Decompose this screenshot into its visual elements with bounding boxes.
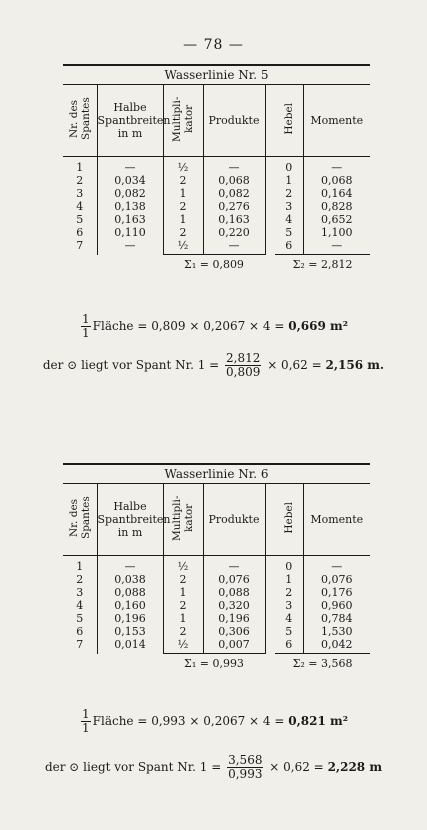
table-row: 6 0,153 2 0,306 5 1,530 (63, 625, 370, 638)
header-produkte: Produkte (203, 85, 265, 157)
flaeche-formula: $\frac{1}{1}$ Fläche = 0,809 × 0,2067 × 4 = 0,669 m² (82, 312, 348, 340)
table-row: 4 0,160 2 0,320 3 0,960 (63, 599, 370, 612)
flaeche-result: 0,669 m² (288, 319, 348, 333)
header-momente: Momente (303, 85, 370, 157)
table-row: 6 0,110 2 0,220 5 1,100 (63, 226, 370, 239)
header-multiplikator: Multipli- kator (163, 484, 203, 556)
table-row: 3 0,088 1 0,088 2 0,176 (63, 586, 370, 599)
fraction: $\frac{2,812}{0,809}$ (226, 351, 261, 379)
flaeche-formula: $\frac{1}{1}$ Fläche = 0,993 × 0,2067 × 4 = 0,821 m² (82, 707, 348, 735)
wasserlinie-table-6 (63, 463, 370, 672)
sum-momente: Σ₂ = 3,568 (275, 654, 370, 673)
header-halbe: Halbe Spantbreiten in m (97, 85, 163, 157)
sum-produkte: Σ₁ = 0,993 (163, 654, 265, 673)
fraction: $\frac{1}{1}$ (82, 312, 90, 340)
table-title: Wasserlinie Nr. 6 (63, 464, 370, 484)
schwerpunkt-formula: der ⊙ liegt vor Spant Nr. 1 = $\frac{2,812}{0,809}$ × 0,62 = 2,156 m. (42, 351, 385, 379)
wasserlinie-table-5 (63, 64, 370, 273)
table-row: 1 — ½ — 0 — (63, 556, 370, 574)
header-spant: Nr. des Spantes (63, 484, 97, 556)
header-gap (265, 484, 275, 556)
header-produkte: Produkte (203, 484, 265, 556)
table-row: 7 0,014 ½ 0,007 6 0,042 (63, 638, 370, 654)
header-momente: Momente (303, 484, 370, 556)
header-hebel: Hebel (275, 484, 303, 556)
table-row: 7 — ½ — 6 — (63, 239, 370, 255)
fraction: $\frac{3,568}{0,993}$ (228, 753, 263, 781)
fraction: $\frac{1}{1}$ (82, 707, 90, 735)
table-row: 5 0,196 1 0,196 4 0,784 (63, 612, 370, 625)
sum-momente: Σ₂ = 2,812 (275, 255, 370, 274)
sum-produkte: Σ₁ = 0,809 (163, 255, 265, 274)
header-multiplikator: Multipli- kator (163, 85, 203, 157)
header-spant: Nr. des Spantes (63, 85, 97, 157)
table-row: 2 0,038 2 0,076 1 0,076 (63, 573, 370, 586)
header-gap (265, 85, 275, 157)
table-row: 1 — ½ — 0 — (63, 157, 370, 175)
flaeche-result: 0,821 m² (288, 714, 348, 728)
table-title: Wasserlinie Nr. 5 (63, 65, 370, 85)
table-row: 4 0,138 2 0,276 3 0,828 (63, 200, 370, 213)
schwerpunkt-result: 2,156 m. (325, 358, 385, 372)
table-row: 3 0,082 1 0,082 2 0,164 (63, 187, 370, 200)
table-row: 5 0,163 1 0,163 4 0,652 (63, 213, 370, 226)
header-hebel: Hebel (275, 85, 303, 157)
page-number: — 78 — (183, 37, 244, 53)
schwerpunkt-formula: der ⊙ liegt vor Spant Nr. 1 = $\frac{3,568}{0,993}$ × 0,62 = 2,228 m (44, 753, 383, 781)
schwerpunkt-result: 2,228 m (327, 760, 383, 774)
header-halbe: Halbe Spantbreiten in m (97, 484, 163, 556)
table-row: 2 0,034 2 0,068 1 0,068 (63, 174, 370, 187)
